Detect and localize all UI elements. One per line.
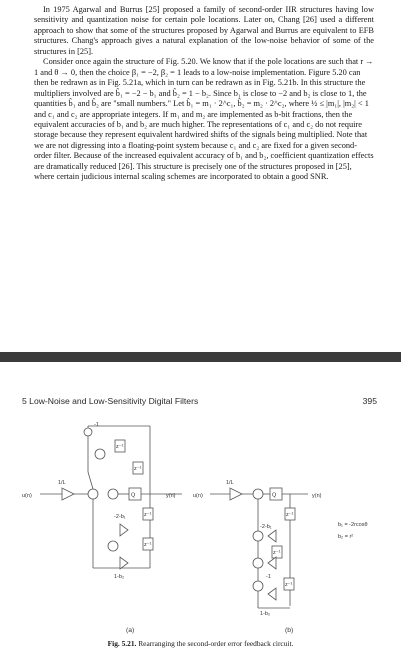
label-output-b: y(n) xyxy=(312,493,322,499)
label-delay-b3: z⁻¹ xyxy=(285,582,293,588)
label-delay-a1: z⁻¹ xyxy=(116,444,124,450)
page-divider-band xyxy=(0,352,401,362)
label-output-a: y(n) xyxy=(166,493,176,499)
panel-b-diagram xyxy=(210,488,308,608)
label-delay-a4: z⁻¹ xyxy=(144,542,152,548)
label-input-a: u(n) xyxy=(22,493,32,499)
page-number: 395 xyxy=(362,396,377,406)
label-gain-b: 1/L xyxy=(226,480,234,486)
label-minus1-a: -1 xyxy=(94,422,99,428)
caption-label: Fig. 5.21. xyxy=(107,639,137,648)
label-delay-b1: z⁻¹ xyxy=(286,512,294,518)
label-coef1-a: -2-b₁ xyxy=(114,514,126,520)
label-eq2: b₂ = r² xyxy=(338,534,354,540)
label-q-a: Q xyxy=(131,492,136,499)
body-text xyxy=(34,5,374,183)
paragraph-2: Consider once again the structure of Fig. 5.20. We know that if the pole locations are such that r → 1 and θ → 0, then the choice β₁ = −2, β₂ = 1 leads to a low-noise implementation. Figure 5.20 can then be redrawn as in Fig. 5.21a, which in turn can be redrawn as in Fig. 5.21b. In this structure the multipliers involved are b̂₁ = −2 − b₁ and b̂₂ = 1 − b₂. Since b₁ is close to −2 and b₂ is close to 1, the quantities b̂₁ and b̂₂ are "small numbers." Let b̂₁ = m₁ · 2^c₁, b̂₂ = m₂ · 2^c₂, where ½ ≤ |m₁|, |m₂| < 1 and c₁ and c₂ are appropriate integers. If m₁ and m₂ are implemented as b-bit fractions, then the equivalent accuracies of b₁ and b₂ are much higher. The representations of c₁ and c₂ do not require storage because they represent equivalent hardwired shifts of the signals being multiplied. Note that we are not digressing into a floating-point system because c₁ and c₂ are fixed for a given second-order filter. Because of the increased equivalent accuracy of b₁ and b₂, coefficient quantization effects are dramatically reduced [26]. This structure is precisely one of the structures proposed in [25], where certain judicious internal scaling schemes are incorporated to obtain a good SNR. xyxy=(34,57,374,182)
panel-a-diagram xyxy=(40,426,182,569)
panel-a-label: (a) xyxy=(126,627,135,634)
panel-b-label: (b) xyxy=(285,627,294,634)
label-delay-a3: z⁻¹ xyxy=(144,512,152,518)
label-eq1: b₁ = -2rcosθ xyxy=(338,522,368,528)
label-delay-a2: z⁻¹ xyxy=(134,466,142,472)
label-delay-b2: z⁻¹ xyxy=(273,550,281,556)
figure-caption xyxy=(0,639,401,648)
label-q-b: Q xyxy=(272,492,277,499)
label-coef1-b: -2-b₁ xyxy=(260,524,272,530)
upper-page xyxy=(0,0,401,303)
label-input-b: u(n) xyxy=(193,493,203,499)
label-minus1-b: -1 xyxy=(266,574,271,580)
label-gain-a: 1/L xyxy=(58,480,66,486)
figure-5-21 xyxy=(20,418,385,636)
label-coef2-a: 1-b₂ xyxy=(114,574,125,580)
running-head: 5 Low-Noise and Low-Sensitivity Digital Filters xyxy=(22,396,199,406)
caption-text: Rearranging the second-order error feedback circuit. xyxy=(138,639,294,648)
figure-labels xyxy=(22,422,368,617)
paragraph-1: In 1975 Agarwal and Burrus [25] proposed a family of second-order IIR structures having low sensitivity and quantization noise for certain pole locations. Later on, Chang [26] used a different approach to show that some of the structures proposed by Agarwal and Burrus are equivalent to EFB structures. Chang's approach gives a natural explanation of the low-noise behavior of some of the structures in [25]. xyxy=(34,5,374,56)
label-coef2-b: 1-b₂ xyxy=(260,611,271,617)
